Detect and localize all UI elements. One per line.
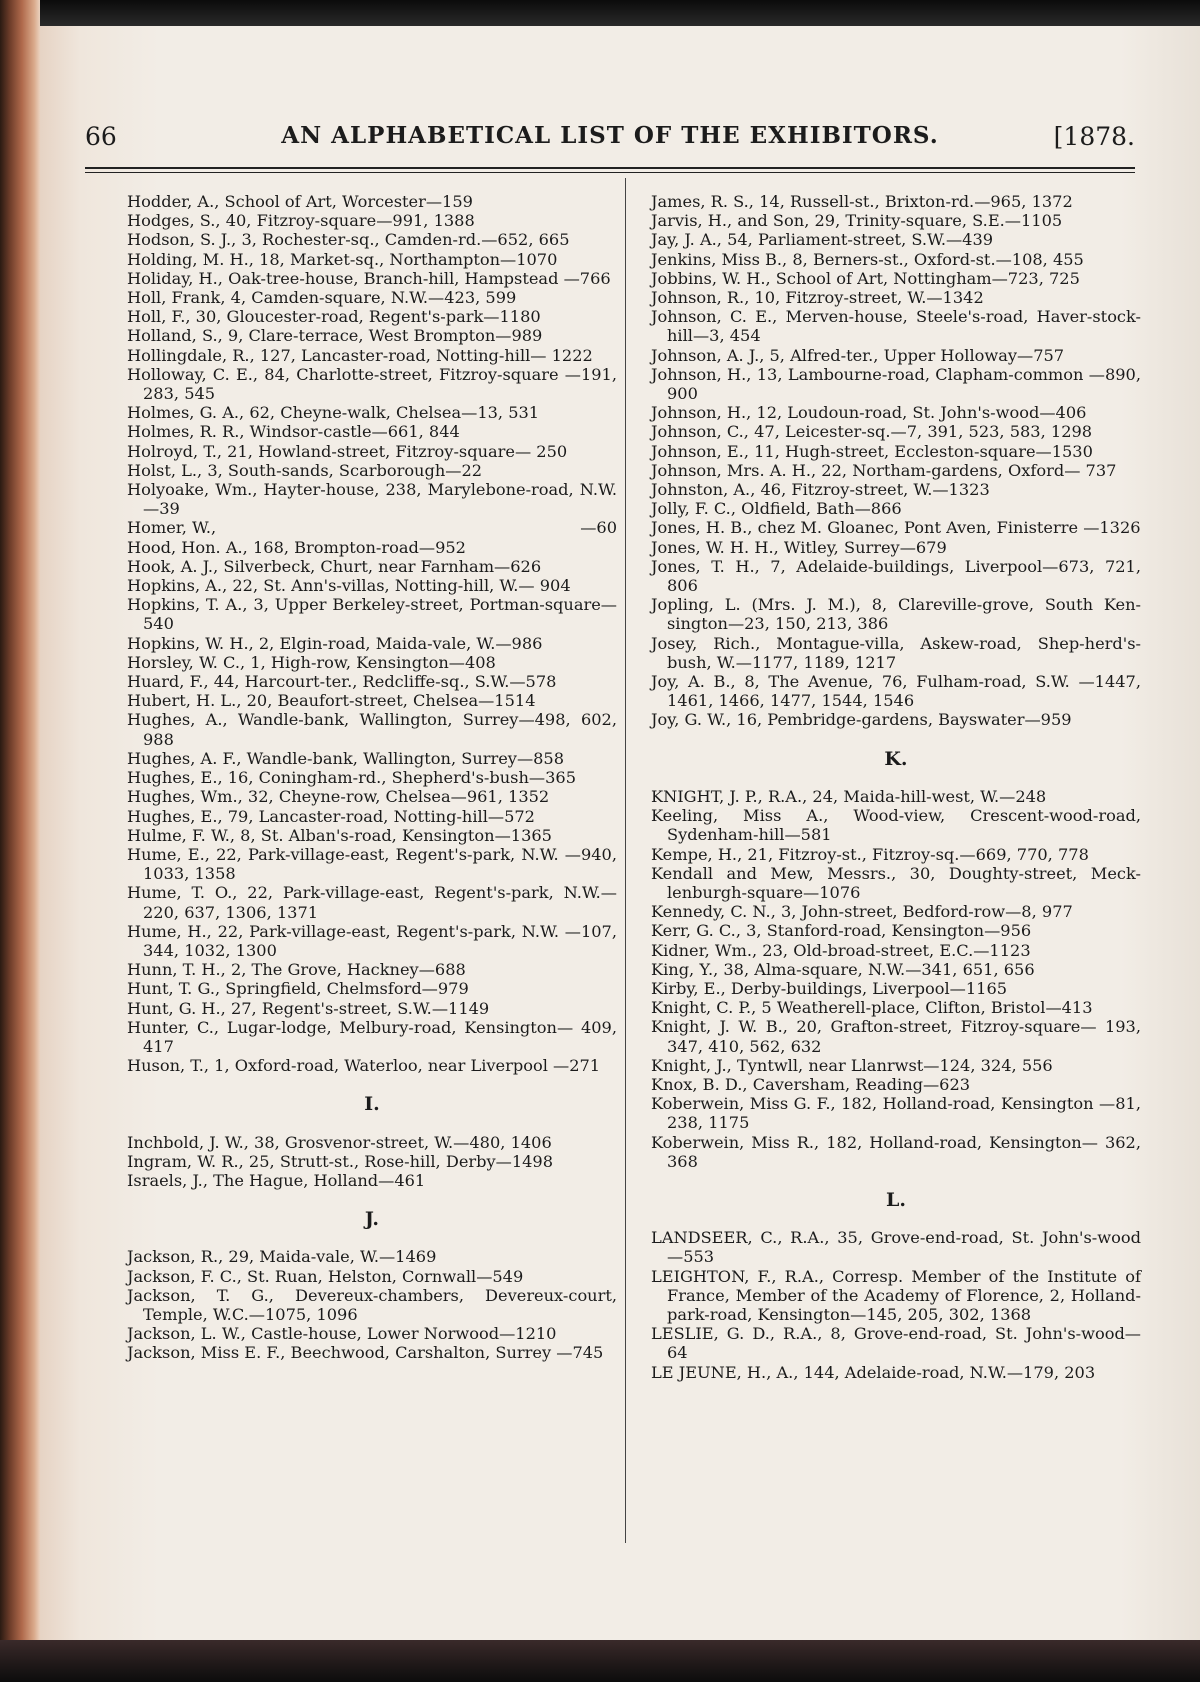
section-heading-i: I. [364, 1093, 380, 1116]
list-item: Holl, F., 30, Gloucester-road, Regent's-park—1180 [127, 307, 541, 327]
homer-number: —60 [580, 518, 617, 538]
page-number: 66 [85, 122, 117, 151]
section-heading-l: L. [886, 1188, 906, 1211]
list-item: Kempe, H., 21, Fitzroy-st., Fitzroy-sq.—669, 770, 778 [651, 844, 1089, 864]
list-item: Jones, T. H., 7, Adelaide-buildings, Liverpool—673, 721, 806 [651, 556, 1141, 596]
list-item: Johnson, C., 47, Leicester-sq.—7, 391, 523, 583, 1298 [651, 422, 1093, 442]
list-item: Holroyd, T., 21, Howland-street, Fitzroy-square— 250 [127, 441, 568, 461]
list-item: Huson, T., 1, Oxford-road, Waterloo, near Liverpool —271 [127, 1056, 601, 1076]
list-item: Johnson, H., 12, Loudoun-road, St. John's-wood—406 [651, 403, 1087, 423]
list-item: Johnson, H., 13, Lambourne-road, Clapham-common —890, 900 [651, 364, 1141, 404]
right-column [651, 192, 1141, 1382]
list-item: Hume, E., 22, Park-village-east, Regent's-park, N.W. —940, 1033, 1358 [127, 844, 617, 884]
list-item: Hubert, H. L., 20, Beaufort-street, Chelsea—1514 [127, 691, 536, 711]
list-item: Johnson, C. E., Merven-house, Steele's-road, Haver-stock-hill—3, 454 [651, 307, 1141, 346]
page-year: [1878. [1053, 122, 1135, 151]
list-item: Hunter, C., Lugar-lodge, Melbury-road, Kensington— 409, 417 [127, 1017, 617, 1056]
section-heading-k: K. [884, 747, 908, 770]
header-rule-thin [85, 172, 1135, 173]
list-item: Jarvis, H., and Son, 29, Trinity-square, S.E.—1105 [651, 211, 1063, 231]
list-item: James, R. S., 14, Russell-st., Brixton-rd.—965, 1372 [651, 192, 1073, 211]
list-item: Jones, H. B., chez M. Gloanec, Pont Aven, Finisterre —1326 [651, 518, 1141, 538]
list-item: Holyoake, Wm., Hayter-house, 238, Marylebone-road, N.W.—39 [127, 480, 617, 519]
list-item: Jackson, F. C., St. Ruan, Helston, Cornwall—549 [127, 1266, 524, 1286]
list-item: Jay, J. A., 54, Parliament-street, S.W.—439 [651, 230, 994, 250]
list-item: Hume, H., 22, Park-village-east, Regent's-park, N.W. —107, 344, 1032, 1300 [127, 921, 617, 960]
list-item: LESLIE, G. D., R.A., 8, Grove-end-road, St. John's-wood—64 [651, 1324, 1141, 1363]
list-item: Holl, Frank, 4, Camden-square, N.W.—423, 599 [127, 288, 517, 308]
list-item: Hunn, T. H., 2, The Grove, Hackney—688 [127, 960, 466, 980]
list-item: Hook, A. J., Silverbeck, Churt, near Farnham—626 [127, 556, 542, 576]
list-item: Hulme, F. W., 8, St. Alban's-road, Kensington—1365 [127, 825, 552, 845]
list-item: Hopkins, T. A., 3, Upper Berkeley-street, Portman-square—540 [127, 595, 617, 634]
list-item: Hopkins, W. H., 2, Elgin-road, Maida-vale, W.—986 [127, 633, 543, 653]
list-item: Johnson, R., 10, Fitzroy-street, W.—1342 [651, 288, 984, 308]
list-item: Keeling, Miss A., Wood-view, Crescent-wood-road, Sydenham-hill—581 [651, 806, 1141, 845]
list-item: Hughes, A., Wandle-bank, Wallington, Surrey—498, 602, 988 [127, 710, 617, 749]
list-item: Hodges, S., 40, Fitzroy-square—991, 1388 [127, 211, 475, 231]
list-item: Hood, Hon. A., 168, Brompton-road—952 [127, 537, 466, 557]
list-item: Jopling, L. (Mrs. J. M.), 8, Clareville-grove, South Ken-sington—23, 150, 213, 386 [651, 595, 1141, 634]
book-spine [0, 0, 40, 1682]
list-item: Holmes, G. A., 62, Cheyne-walk, Chelsea—13, 531 [127, 403, 540, 423]
entries-l [651, 1228, 1141, 1382]
list-item: Huard, F., 44, Harcourt-ter., Redcliffe-sq., S.W.—578 [127, 672, 557, 692]
left-column [127, 192, 617, 1363]
list-item: Jenkins, Miss B., 8, Berners-st., Oxford-st.—108, 455 [651, 249, 1084, 269]
list-item: Kidner, Wm., 23, Old-broad-street, E.C.—1123 [651, 940, 1031, 960]
entries-j [127, 1247, 617, 1362]
list-item: Knox, B. D., Caversham, Reading—623 [651, 1074, 971, 1094]
list-item: LE JEUNE, H., A., 144, Adelaide-road, N.W.—179, 203 [651, 1362, 1096, 1382]
list-item: Joy, A. B., 8, The Avenue, 76, Fulham-road, S.W. —1447, 1461, 1466, 1477, 1544, 1546 [651, 672, 1141, 711]
list-item: Johnston, A., 46, Fitzroy-street, W.—1323 [651, 480, 990, 500]
list-item: Koberwein, Miss R., 182, Holland-road, Kensington— 362, 368 [651, 1132, 1141, 1171]
page-header [85, 122, 1135, 162]
homer-name: Homer, W., [127, 518, 217, 538]
list-item: Johnson, A. J., 5, Alfred-ter., Upper Holloway—757 [651, 345, 1065, 365]
list-item: Hodder, A., School of Art, Worcester—159 [127, 192, 473, 211]
list-item: Hughes, Wm., 32, Cheyne-row, Chelsea—961, 1352 [127, 787, 550, 807]
list-item: Hunt, G. H., 27, Regent's-street, S.W.—1149 [127, 998, 490, 1018]
list-item: Holding, M. H., 18, Market-sq., Northampton—1070 [127, 249, 558, 269]
list-item: KNIGHT, J. P., R.A., 24, Maida-hill-west, W.—248 [651, 786, 1047, 806]
list-item: Kendall and Mew, Messrs., 30, Doughty-street, Meck-lenburgh-square—1076 [651, 863, 1141, 902]
header-rule [85, 167, 1135, 169]
list-item: King, Y., 38, Alma-square, N.W.—341, 651, 656 [651, 959, 1035, 979]
entries-k [651, 787, 1141, 1171]
list-item: Hollingdale, R., 127, Lancaster-road, Notting-hill— 1222 [127, 345, 593, 365]
entries-h-continued [127, 538, 617, 1076]
list-item: Jackson, R., 29, Maida-vale, W.—1469 [127, 1247, 437, 1267]
list-item: Knight, J., Tyntwll, near Llanrwst—124, 324, 556 [651, 1055, 1053, 1075]
list-item: Jobbins, W. H., School of Art, Nottingham—723, 725 [651, 268, 1080, 288]
list-item: Kirby, E., Derby-buildings, Liverpool—1165 [651, 978, 1008, 998]
list-item: Joy, G. W., 16, Pembridge-gardens, Bayswater—959 [651, 710, 1072, 730]
list-item: LANDSEER, C., R.A., 35, Grove-end-road, St. John's-wood—553 [651, 1228, 1141, 1267]
list-item: Hughes, E., 79, Lancaster-road, Notting-hill—572 [127, 806, 535, 826]
list-item: Kennedy, C. N., 3, John-street, Bedford-row—8, 977 [651, 902, 1073, 922]
list-item: Ingram, W. R., 25, Strutt-st., Rose-hill, Derby—1498 [127, 1151, 554, 1171]
list-item: Jolly, F. C., Oldfield, Bath—866 [651, 499, 902, 519]
list-item: Koberwein, Miss G. F., 182, Holland-road, Kensington —81, 238, 1175 [651, 1094, 1141, 1133]
list-item: Israels, J., The Hague, Holland—461 [127, 1170, 426, 1190]
list-item: Kerr, G. C., 3, Stanford-road, Kensington—956 [651, 921, 1032, 941]
list-item: Knight, J. W. B., 20, Grafton-street, Fitzroy-square— 193, 347, 410, 562, 632 [651, 1017, 1141, 1056]
entries-j-continued [651, 192, 1141, 730]
list-item: Hunt, T. G., Springfield, Chelmsford—979 [127, 979, 469, 999]
section-heading-j: J. [364, 1208, 380, 1231]
list-item: Holland, S., 9, Clare-terrace, West Brompton—989 [127, 326, 543, 346]
bottom-edge [0, 1640, 1200, 1682]
list-item: Jackson, L. W., Castle-house, Lower Norwood—1210 [127, 1324, 557, 1344]
list-item: Jackson, T. G., Devereux-chambers, Devereux-court, Temple, W.C.—1075, 1096 [127, 1285, 617, 1324]
list-item: Holst, L., 3, South-sands, Scarborough—22 [127, 460, 483, 480]
list-item: Hughes, A. F., Wandle-bank, Wallington, Surrey—858 [127, 748, 565, 768]
list-item: Holloway, C. E., 84, Charlotte-street, Fitzroy-square —191, 283, 545 [127, 364, 617, 404]
list-item: Johnson, E., 11, Hugh-street, Eccleston-square—1530 [651, 441, 1093, 461]
list-item: Hodson, S. J., 3, Rochester-sq., Camden-rd.—652, 665 [127, 230, 570, 250]
list-item [127, 518, 617, 537]
list-item: Johnson, Mrs. A. H., 22, Northam-gardens, Oxford— 737 [651, 460, 1117, 480]
column-divider [625, 178, 626, 1543]
list-item: LEIGHTON, F., R.A., Corresp. Member of the Institute of France, Member of the Academy of Florence, 2, Holland-park-road, Kensington—145, 205, 302, 1368 [651, 1266, 1141, 1324]
list-item: Knight, C. P., 5 Weatherell-place, Clifton, Bristol—413 [651, 998, 1093, 1018]
list-item: Hopkins, A., 22, St. Ann's-villas, Notting-hill, W.— 904 [127, 576, 571, 596]
top-edge [0, 0, 1200, 26]
list-item: Horsley, W. C., 1, High-row, Kensington—408 [127, 652, 496, 672]
entries-i [127, 1133, 617, 1191]
list-item: Jones, W. H. H., Witley, Surrey—679 [651, 537, 947, 557]
list-item: Holmes, R. R., Windsor-castle—661, 844 [127, 422, 460, 442]
list-item: Josey, Rich., Montague-villa, Askew-road, Shep-herd's-bush, W.—1177, 1189, 1217 [651, 633, 1141, 672]
list-item: Hume, T. O., 22, Park-village-east, Regent's-park, N.W.—220, 637, 1306, 1371 [127, 883, 617, 922]
list-item: Inchbold, J. W., 38, Grosvenor-street, W.—480, 1406 [127, 1132, 552, 1152]
page-title: AN ALPHABETICAL LIST OF THE EXHIBITORS. [281, 122, 939, 149]
entries-h [127, 192, 617, 518]
list-item: Holiday, H., Oak-tree-house, Branch-hill, Hampstead —766 [127, 268, 611, 288]
list-item: Hughes, E., 16, Coningham-rd., Shepherd's-bush—365 [127, 768, 576, 788]
list-item: Jackson, Miss E. F., Beechwood, Carshalton, Surrey —745 [127, 1343, 604, 1363]
